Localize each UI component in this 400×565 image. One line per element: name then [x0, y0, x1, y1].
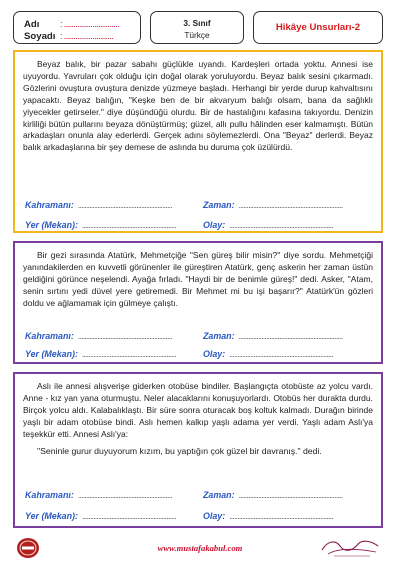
hero-blank[interactable]: ..........................................................	[77, 332, 172, 341]
story-panel-3	[13, 372, 383, 528]
story-panel-1	[13, 50, 383, 233]
place-blank[interactable]: ..........................................................	[81, 512, 177, 521]
time-blank[interactable]: ................................................................	[238, 332, 343, 341]
website-link[interactable]: www.mustafakabul.com	[157, 543, 243, 553]
worksheet-title: Hikâye Unsurları-2	[275, 22, 361, 33]
story-3-quote: "Seninle gurur duyuyorum kızım, bu yaptığın çok güzel bir davranış." dedi.	[37, 445, 322, 456]
answer-row-place-event	[23, 511, 373, 523]
event-label: Olay:	[203, 349, 226, 359]
answer-row-hero-time	[23, 331, 373, 343]
story-3-paragraph: Aslı ile annesi alışverişe giderken otobüse bindiler. Başlangıçta otobüste az yolcu vardı. Anne - kız yan yana oturmuştu. Neler alacaklarını konuşuyorlardı. Otobüs her durakta durdu. Birçok yolcu aldı. Kalabalıklaştı. Bir süre sonra oturacak boş koltuk kalmadı. Durağın birinde yaşlı bir adam otobüse bindi. Aslı hemen kalkıp yaşlı adama yer verdi. Yaşlı adam Aslı'ya teşekkür etti. Annesi Aslı'ya:	[23, 381, 373, 439]
student-info-box	[13, 11, 141, 44]
event-answer[interactable]	[203, 511, 377, 521]
worksheet-title-box	[253, 11, 383, 44]
subject-label: Türkçe	[184, 30, 210, 40]
grade-label: 3. Sınıf	[183, 18, 211, 28]
surname-blank[interactable]: : ..........................	[60, 31, 114, 41]
story-2-text	[23, 250, 373, 310]
answer-row-place-event	[23, 349, 373, 361]
answer-row-place-event	[23, 220, 373, 232]
hero-answer[interactable]	[25, 490, 196, 500]
answer-row-hero-time	[23, 490, 373, 502]
hero-blank[interactable]: ..........................................................	[77, 491, 172, 500]
place-label: Yer (Mekan):	[25, 220, 78, 230]
story-3-text	[23, 381, 373, 457]
hero-label: Kahramanı:	[25, 490, 74, 500]
place-label: Yer (Mekan):	[25, 511, 78, 521]
time-label: Zaman:	[203, 331, 235, 341]
place-answer[interactable]	[25, 511, 190, 521]
name-field[interactable]	[24, 19, 119, 30]
event-blank[interactable]: ................................................................	[229, 350, 334, 359]
time-answer[interactable]	[203, 200, 379, 210]
hero-answer[interactable]	[25, 331, 196, 341]
name-label: Adı	[24, 19, 40, 30]
event-label: Olay:	[203, 220, 226, 230]
signature-logo-icon	[318, 536, 386, 560]
place-answer[interactable]	[25, 220, 190, 230]
time-blank[interactable]: ................................................................	[238, 201, 343, 210]
story-panel-2	[13, 241, 383, 364]
event-blank[interactable]: ................................................................	[229, 512, 334, 521]
time-blank[interactable]: ................................................................	[238, 491, 343, 500]
place-answer[interactable]	[25, 349, 190, 359]
surname-field[interactable]	[24, 31, 113, 42]
name-blank[interactable]: : .............................	[60, 19, 119, 29]
page-footer	[0, 534, 400, 562]
event-answer[interactable]	[203, 220, 377, 230]
place-label: Yer (Mekan):	[25, 349, 78, 359]
surname-label: Soyadı	[24, 31, 56, 42]
event-answer[interactable]	[203, 349, 377, 359]
story-1-paragraph: Beyaz balık, bir pazar sabahı güçlükle uyandı. Kardeşleri ortada yoktu. Annesi ise uyuyordu. Yavruları çok olduğu için doğal olarak yoruluyordu. Beyaz balık sesini çıkarmadı. Gözlerini ovuştura ovuştura denizde yüzmeye başladı. Herhangi bir yerde durup kahvaltısını yapacaktı. Beyaz balığın, "Keşke ben de bir akvaryum balığı olsam, bana da sağlıklı yiyecekler getirseler." diye düşündüğü olurdu. Bir de hastalığını kafasına takıyordu. Denizin kirliliği bütün pullarını beyaza dönüştürmüş; güzel, allı pullu hâlinden eser kalmamıştı. Bütün arkadaşları onunla alay ederlerdi. Gerçek adını söylemezlerdi. Ona "Beyaz" derlerdi. Beyaz balık arkadaşlarına bir şey demese de aslında bu duruma çok üzülürdü.	[23, 59, 373, 153]
place-blank[interactable]: ..........................................................	[81, 350, 177, 359]
event-blank[interactable]: ................................................................	[229, 221, 334, 230]
hero-label: Kahramanı:	[25, 331, 74, 341]
time-answer[interactable]	[203, 490, 379, 500]
event-label: Olay:	[203, 511, 226, 521]
answer-row-hero-time	[23, 200, 373, 212]
time-answer[interactable]	[203, 331, 379, 341]
hero-label: Kahramanı:	[25, 200, 74, 210]
hero-blank[interactable]: ..........................................................	[77, 201, 172, 210]
story-1-text	[23, 59, 373, 154]
hero-answer[interactable]	[25, 200, 196, 210]
place-blank[interactable]: ..........................................................	[81, 221, 177, 230]
time-label: Zaman:	[203, 200, 235, 210]
time-label: Zaman:	[203, 490, 235, 500]
story-2-paragraph: Bir gezi sırasında Atatürk, Mehmetçiğe "Sen güreş bilir misin?" diye sordu. Mehmetçiği yanındakilerden en kuvvetli görünenler ile güreştiren Atatürk, genç askerin her zaman üstün geldiğini görünce neşelendi. Ayağa fırladı. "Haydi bir de benimle güreş!" dedi. Asker, "Atam, senin sırtını yedi düvel yere getiremedi. Bir Mehmet mi bu işi başarır?" Atatürk'ün gözleri doldu ve ağlamamak için gülmeye çalıştı.	[23, 250, 373, 308]
grade-box	[150, 11, 244, 44]
